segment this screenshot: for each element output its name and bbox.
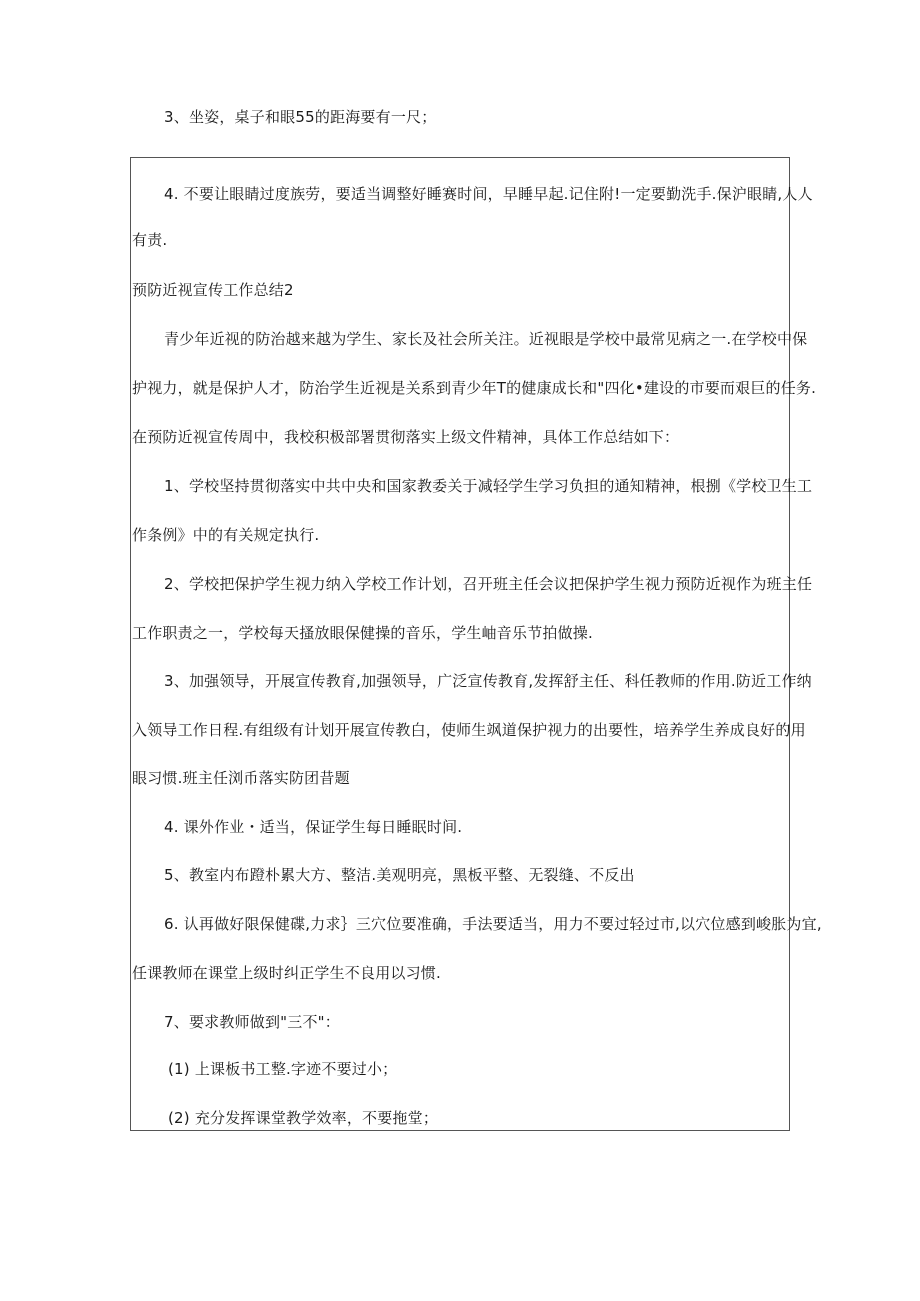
intro-line3: 在预防近视宣传周中，我校积极部署贯彻落实上级文件精神，具体工作总结如下：: [132, 428, 680, 446]
point2-line1: 2、学校把保护学生视力纳入学校工作计划，召开班主任会议把保护学生视力预防近视作为班主任: [164, 575, 813, 593]
point1-line1: 1、学校坚持贯彻落实中共中央和国家教委关于减轻学生学习负担的通知精神，根捌《学校卫生工: [164, 477, 813, 495]
point6-line1: 6. 认再做好限保健碟,力求｝三穴位要准确，手法要适当，用力不要过轻过市,以穴位感到峻胀为宜,: [164, 915, 822, 933]
content-border-box: [130, 157, 790, 1131]
point3-line2: 入领导工作日程.有组级有计划开展宣传教白，使师生飒道保护视力的出要性，培养学生养成良好的用: [132, 721, 806, 739]
point6-line2: 任课教师在课堂上级时纠正学生不良用以习惯.: [132, 964, 441, 982]
point5: 5、教室内布蹬朴累大方、整洁.美观明亮，黑板平整、无裂缝、不反出: [164, 866, 635, 884]
intro-line1: 青少年近视的防治越来越为学生、家长及社会所关注。近视眼是学校中最常见病之一.在学校中保: [164, 330, 808, 348]
item4-line1: 4. 不要让眼睛过度族劳，要适当调整好睡赛时间，早睡早起.记住附!一定要勤洗手.保沪眼睛,人人: [164, 185, 813, 203]
point2-line2: 工作职责之一，学校每天搔放眼保健操的音乐，学生岫音乐节拍做操.: [132, 624, 593, 642]
sub-item-1: (1) 上课板书工整.字迹不要过小；: [168, 1060, 398, 1078]
sub-item-2: (2) 充分发挥课堂教学效率，不要拖堂；: [168, 1109, 439, 1127]
point1-line2: 作条例》中的有关规定执行.: [132, 526, 320, 544]
section-title: 预防近视宣传工作总结2: [132, 281, 294, 299]
intro-line2: 护视力，就是保护人才，防治学生近视是关系到青少年T的健康成长和"四化•建设的市要而艰巨的任务.: [132, 379, 817, 397]
pre-box-item: 3、坐姿，桌子和眼55的距海要有一尺；: [164, 108, 437, 126]
point7: 7、要求教师做到"三不"：: [164, 1013, 340, 1031]
point3-line3: 眼习惯.班主任浏币落实防团昔题: [132, 769, 350, 787]
item4-line2: 有责.: [132, 231, 168, 249]
point3-line1: 3、加强领导，开展宣传教育,加强领导，广泛宣传教育,发挥舒主任、科任教师的作用.防近工作纳: [164, 672, 812, 690]
point4: 4. 课外作业・适当，保证学生每日睡眠时间.: [164, 818, 463, 836]
